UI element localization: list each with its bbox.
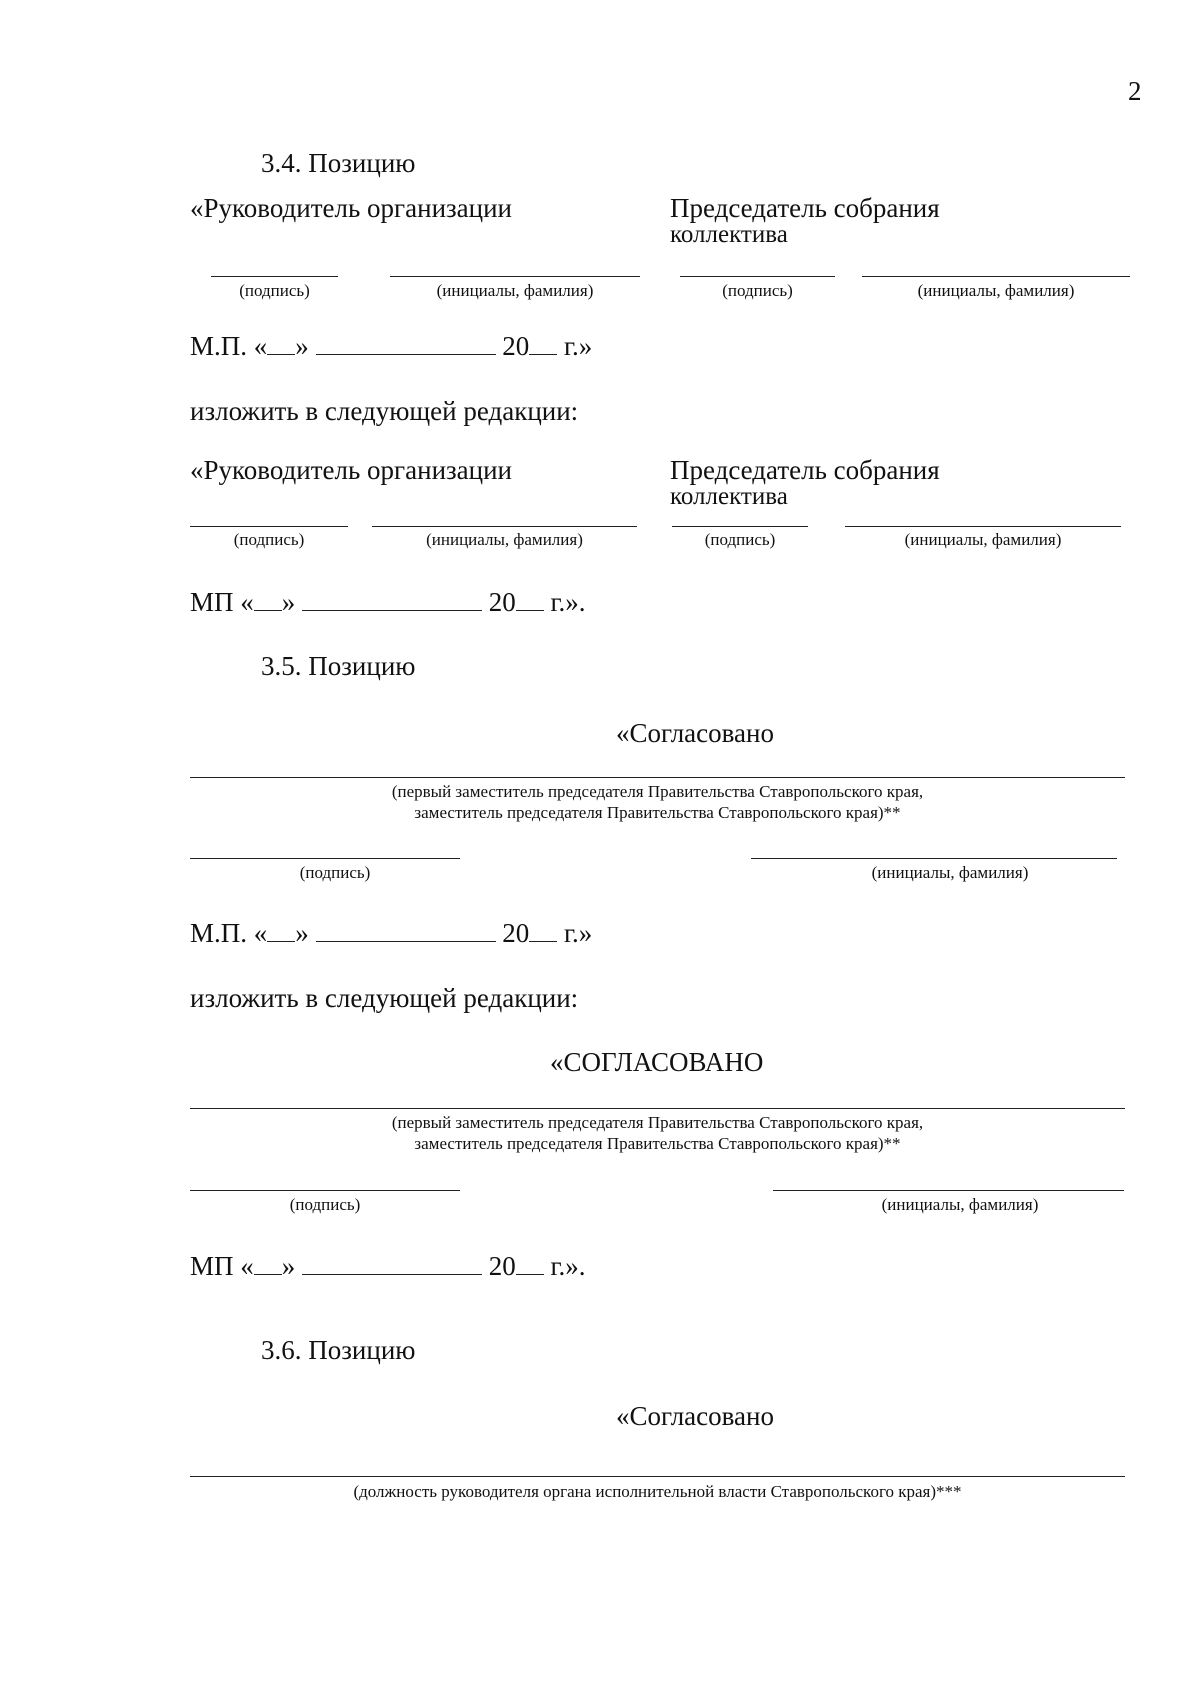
section-3-4-heading: 3.4. Позицию [261,148,416,178]
month-blank [316,917,496,942]
year-blank [529,917,557,942]
s36-official-line [190,1476,1125,1477]
day-blank [254,1250,282,1275]
old-left-title: «Руководитель организации [190,193,513,223]
mp-mid: » [281,587,296,617]
mp-year: 20 [502,918,530,948]
old-sign-line-1 [211,276,338,277]
set-in-text-2: изложить в следующей редакции: [190,983,579,1013]
day-blank [267,330,295,355]
mp-year: 20 [488,587,516,617]
mp-year: 20 [488,1251,516,1281]
new-mp-line [190,586,586,617]
mp-prefix: МП « [190,587,254,617]
old-caption-name-2: (инициалы, фамилия) [917,281,1075,300]
mp-prefix: М.П. « [190,918,268,948]
mp-mid: » [295,331,309,361]
new-agreed-sign-line [190,1190,460,1191]
new-caption-sign-1: (подпись) [233,530,305,549]
old-official-caption-2: заместитель председателя Правительства Ставропольского края)** [414,803,901,822]
year-blank [516,586,544,611]
year-blank [516,1250,544,1275]
old-agreed-title: «Согласовано [616,718,774,748]
new-official-line [190,1108,1125,1109]
new-caption-sign-2: (подпись) [704,530,776,549]
mp-prefix: МП « [190,1251,254,1281]
set-in-text-1: изложить в следующей редакции: [190,396,579,426]
old-name-line-1 [390,276,640,277]
mp-end: г.» [564,918,593,948]
section-3-5-heading: 3.5. Позицию [261,651,416,681]
old-official-caption-1: (первый заместитель председателя Правительства Ставропольского края, [391,782,924,801]
new-agreed-caption-sign: (подпись) [289,1195,361,1214]
s36-agreed-title: «Согласовано [616,1401,774,1431]
section-3-6-heading: 3.6. Позицию [261,1335,416,1365]
new-agreed-caption-name: (инициалы, фамилия) [881,1195,1039,1214]
new-right-title-1: Председатель собрания [670,455,940,485]
new-left-title: «Руководитель организации [190,455,513,485]
new-official-caption-1: (первый заместитель председателя Правительства Ставропольского края, [391,1113,924,1132]
mp-prefix: М.П. « [190,331,268,361]
old-sign-line-2 [680,276,835,277]
day-blank [254,586,282,611]
old-official-line [190,777,1125,778]
month-blank [302,586,482,611]
new-right-title-2: коллектива [670,483,788,510]
old-right-title-1: Председатель собрания [670,193,940,223]
s36-official-caption: (должность руководителя органа исполнительной власти Ставропольского края)*** [353,1482,962,1501]
old-agreed-name-line [751,858,1117,859]
mp-mid: » [281,1251,296,1281]
day-blank [267,917,295,942]
old-caption-sign-1: (подпись) [239,281,310,300]
old-name-line-2 [862,276,1130,277]
old-agreed-caption-name: (инициалы, фамилия) [871,863,1029,882]
old-caption-sign-2: (подпись) [722,281,793,300]
page-number: 2 [1128,76,1142,106]
new-name-line-1 [372,526,637,527]
old-mp-line [190,330,592,361]
old-agreed-mp-line [190,917,592,948]
month-blank [302,1250,482,1275]
mp-end: г.». [550,587,586,617]
mp-end: г.» [564,331,593,361]
new-agreed-title: «СОГЛАСОВАНО [550,1047,764,1077]
new-agreed-mp-line [190,1250,586,1281]
new-sign-line-1 [190,526,348,527]
new-caption-name-1: (инициалы, фамилия) [426,530,583,549]
mp-year: 20 [502,331,530,361]
mp-mid: » [295,918,309,948]
month-blank [316,330,496,355]
old-right-title-2: коллектива [670,221,788,248]
old-caption-name-1: (инициалы, фамилия) [436,281,594,300]
old-agreed-caption-sign: (подпись) [299,863,371,882]
old-agreed-sign-line [190,858,460,859]
new-sign-line-2 [672,526,808,527]
new-official-caption-2: заместитель председателя Правительства Ставропольского края)** [414,1134,901,1153]
new-name-line-2 [845,526,1121,527]
new-agreed-name-line [773,1190,1124,1191]
mp-end: г.». [550,1251,586,1281]
year-blank [529,330,557,355]
new-caption-name-2: (инициалы, фамилия) [904,530,1062,549]
